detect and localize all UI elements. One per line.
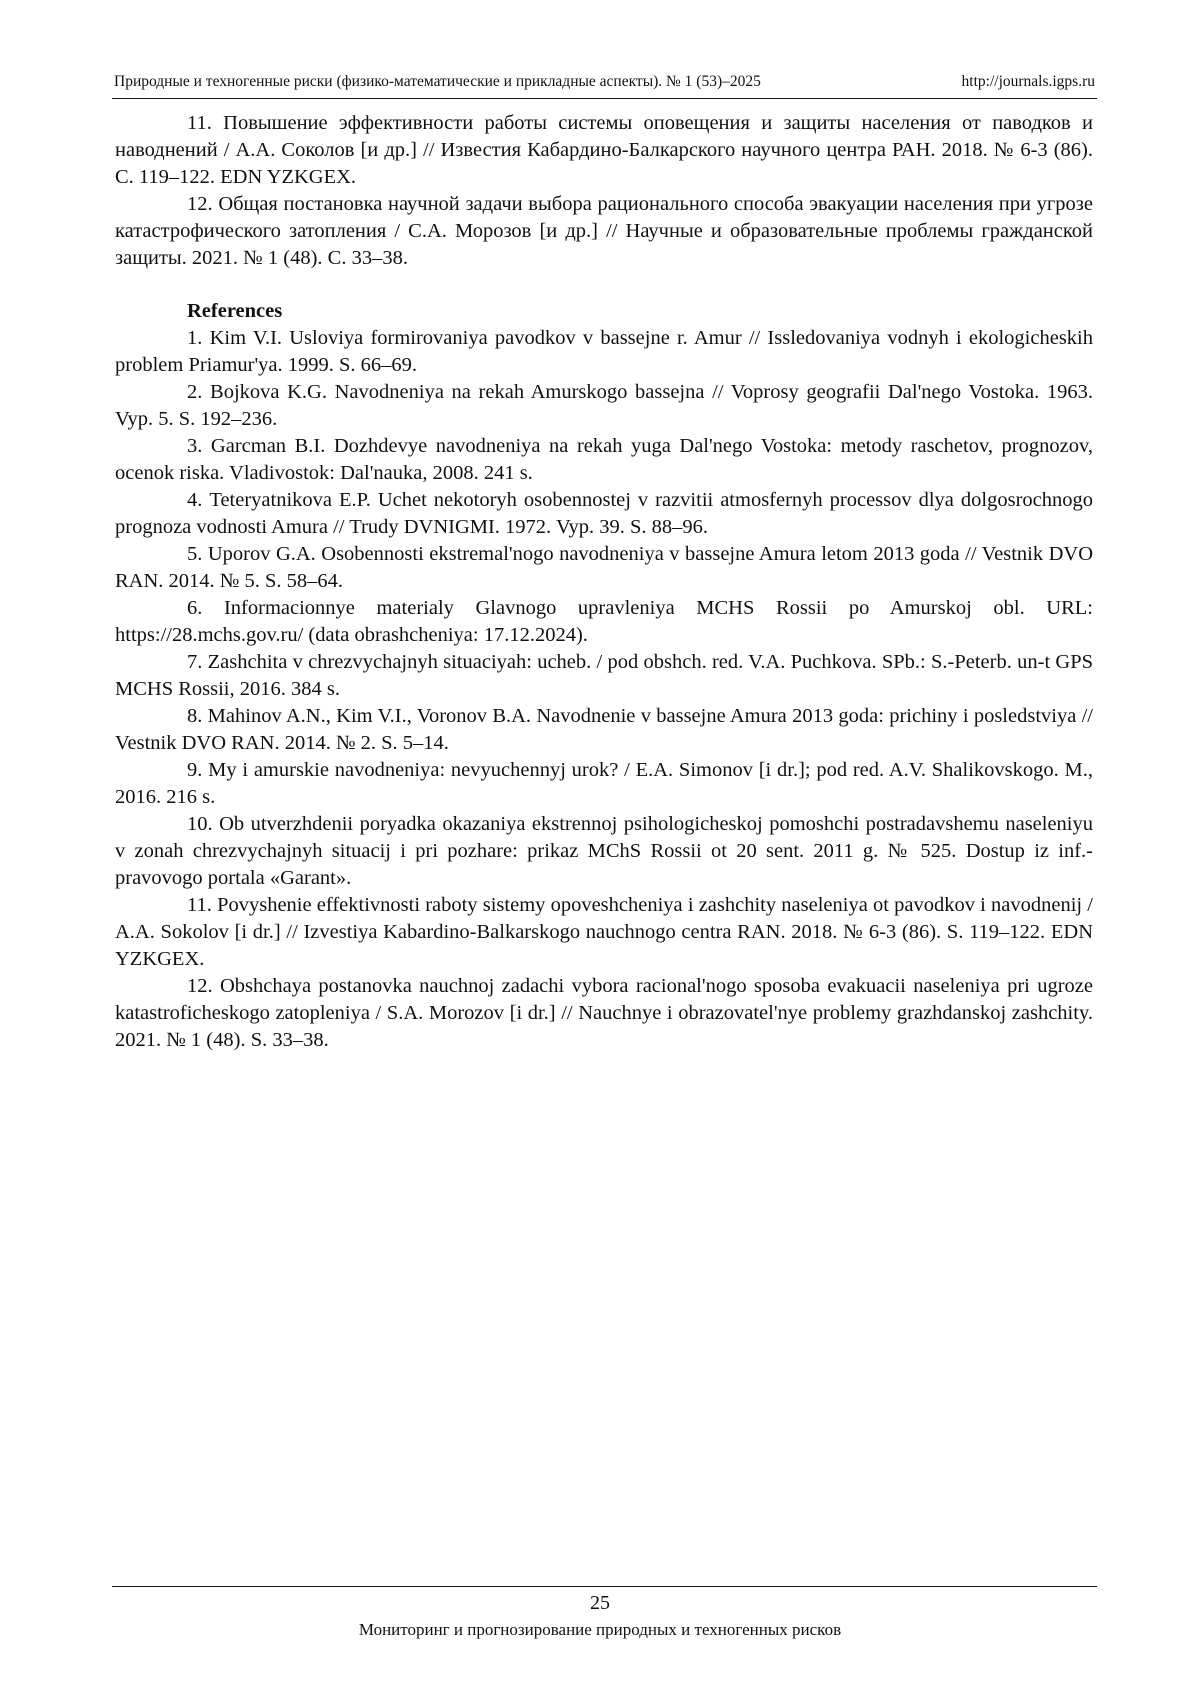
reference-text: Uporov G.A. Osobennosti ekstremal'nogo navodneniya v bassejne Amura letom 2013 goda // Vestnik DVO RAN. 2014. № 5. S. 58–64. [115, 543, 1093, 592]
reference-item [115, 973, 1093, 1054]
reference-text: Teteryatnikova E.P. Uchet nekotoryh osobennostej v razvitii atmosfernyh processov dlya dolgosrochnogo prognoza vodnosti Amura // Trudy DVNIGMI. 1972. Vyp. 39. S. 88–96. [115, 489, 1093, 538]
footer-section-title: Мониторинг и прогнозирование природных и техногенных рисков [0, 1619, 1200, 1641]
reference-item [115, 811, 1093, 892]
reference-item [115, 892, 1093, 973]
reference-text: Mahinov A.N., Kim V.I., Voronov B.A. Navodnenie v bassejne Amura 2013 goda: prichiny i posledstviya // Vestnik DVO RAN. 2014. № 2. S. 5–14. [115, 705, 1093, 754]
reference-item [115, 487, 1093, 541]
reference-number: 10. [187, 813, 213, 835]
reference-number: 9. [187, 759, 202, 781]
footer-divider [112, 1586, 1097, 1587]
section-gap [115, 272, 1093, 298]
header-divider [112, 98, 1097, 99]
journal-url[interactable]: http://journals.igps.ru [962, 72, 1095, 92]
reference-item [115, 433, 1093, 487]
reference-number: 3. [187, 435, 202, 457]
page-number: 25 [0, 1591, 1200, 1615]
reference-text: Повышение эффективности работы системы оповещения и защиты населения от паводков и наводнений / А.А. Соколов [и др.] // Известия Кабардино-Балкарского научного центра РАН. 2018. № 6-3 (86). С. 119–122. EDN YZKGEX. [115, 112, 1093, 188]
reference-item [115, 595, 1093, 649]
reference-text: Zashchita v chrezvychajnyh situaciyah: ucheb. / pod obshch. red. V.A. Puchkova. SPb.: S.-Peterb. un-t GPS MCHS Rossii, 2016. 384 s. [115, 651, 1093, 700]
reference-text: My i amurskie navodneniya: nevyuchennyj urok? / E.A. Simonov [i dr.]; pod red. A.V. Shalikovskogo. M., 2016. 216 s. [115, 759, 1093, 808]
reference-text: Garcman B.I. Dozhdevye navodneniya na rekah yuga Dal'nego Vostoka: metody raschetov, prognozov, ocenok riska. Vladivostok: Dal'nauka, 2008. 241 s. [115, 435, 1093, 484]
reference-text: Общая постановка научной задачи выбора рационального способа эвакуации населения при угрозе катастрофического затопления / С.А. Морозов [и др.] // Научные и образовательные проблемы гражданской защиты. 2021. № 1 (48). С. 33–38. [115, 193, 1093, 269]
references-heading: References [187, 298, 1093, 325]
running-header [114, 72, 1095, 92]
reference-text: Povyshenie effektivnosti raboty sistemy opoveshcheniya i zashchity naseleniya ot pavodkov i navodnenij / A.A. Sokolov [i dr.] // Izvestiya Kabardino-Balkarskogo nauchnogo centra RAN. 2018. № 6-3 (86). S. 119–122. EDN YZKGEX. [115, 894, 1093, 970]
reference-text: Bojkova K.G. Navodneniya na rekah Amurskogo bassejna // Voprosy geografii Dal'nego Vostoka. 1963. Vyp. 5. S. 192–236. [115, 381, 1093, 430]
reference-text: Obshchaya postanovka nauchnoj zadachi vybora racional'nogo sposoba evakuacii naseleniya pri ugroze katastroficheskogo zatopleniya / S.A. Morozov [i dr.] // Nauchnye i obrazovatel'nye problemy grazhdanskoj zashchity. 2021. № 1 (48). S. 33–38. [115, 975, 1093, 1051]
reference-number: 11. [187, 112, 212, 134]
reference-text: Informacionnye materialy Glavnogo upravleniya MCHS Rossii po Amurskoj obl. URL: https://28.mchs.gov.ru/ (data obrashcheniya: 17.12.2024). [115, 597, 1093, 646]
reference-item [115, 757, 1093, 811]
reference-number: 12. [187, 975, 213, 997]
reference-number: 4. [187, 489, 202, 511]
reference-number: 5. [187, 543, 202, 565]
reference-number: 6. [187, 597, 202, 619]
reference-item [115, 379, 1093, 433]
reference-item [115, 325, 1093, 379]
reference-item [115, 541, 1093, 595]
reference-item [115, 110, 1093, 191]
page [0, 0, 1200, 1698]
reference-number: 7. [187, 651, 202, 673]
reference-text: Kim V.I. Usloviya formirovaniya pavodkov v bassejne r. Amur // Issledovaniya vodnyh i ekologicheskih problem Priamur'ya. 1999. S. 66–69. [115, 327, 1093, 376]
reference-item [115, 191, 1093, 272]
reference-number: 12. [187, 193, 213, 215]
reference-text: Ob utverzhdenii poryadka okazaniya ekstrennoj psihologicheskoj pomoshchi postradavshemu naseleniyu v zonah chrezvychajnyh situacij i pri pozhare: prikaz MChS Rossii ot 20 sent. 2011 g. № 525. Dostup iz inf.-pravovogo portala «Garant». [115, 813, 1093, 889]
reference-number: 1. [187, 327, 202, 349]
journal-title: Природные и техногенные риски (физико-математические и прикладные аспекты). № 1 (53)–2025 [114, 72, 761, 92]
reference-number: 8. [187, 705, 202, 727]
reference-item [115, 649, 1093, 703]
reference-number: 2. [187, 381, 202, 403]
reference-list-body [115, 110, 1093, 1054]
russian-references [115, 110, 1093, 272]
english-references [115, 325, 1093, 1054]
reference-item [115, 703, 1093, 757]
reference-number: 11. [187, 894, 212, 916]
